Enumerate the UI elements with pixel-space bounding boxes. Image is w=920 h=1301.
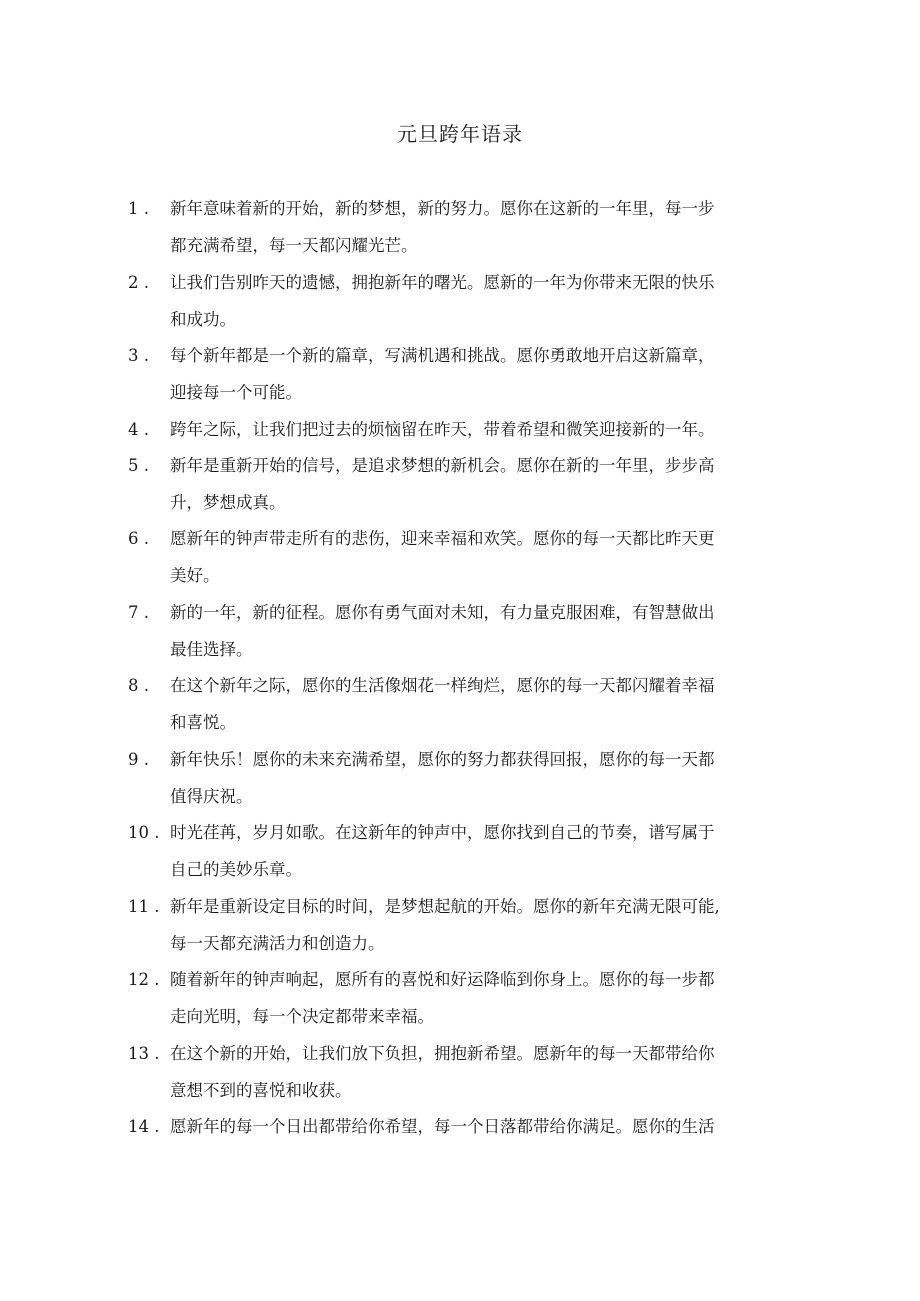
item-text-line: 新的一年，新的征程。愿你有勇气面对未知，有力量克服困难，有智慧做出 bbox=[170, 602, 715, 622]
item-text-line: 都充满希望，每一天都闪耀光芒。 bbox=[170, 236, 418, 255]
list-item bbox=[0, 338, 920, 412]
item-text-line: 意想不到的喜悦和收获。 bbox=[170, 1080, 352, 1100]
item-number: 1 . bbox=[128, 199, 149, 218]
item-number: 9 . bbox=[128, 749, 149, 769]
item-text-line: 让我们告别昨天的遗憾，拥抱新年的曙光。愿新的一年为你带来无限的快乐 bbox=[170, 272, 715, 292]
item-text-line: 愿新年的钟声带走所有的悲伤，迎来幸福和欢笑。愿你的每一天都比昨天更 bbox=[170, 529, 715, 548]
item-text-line: 和成功。 bbox=[170, 309, 236, 329]
item-number: 11 . bbox=[128, 896, 160, 916]
list-item bbox=[0, 265, 920, 339]
item-number: 7 . bbox=[128, 602, 149, 622]
item-text-line: 自己的美妙乐章。 bbox=[170, 860, 302, 879]
item-number: 3 . bbox=[128, 346, 149, 365]
document-title: 元旦跨年语录 bbox=[397, 122, 523, 146]
item-number: 14 . bbox=[128, 1117, 160, 1136]
item-text-line: 最佳选择。 bbox=[170, 639, 253, 659]
item-text-line: 美好。 bbox=[170, 566, 220, 585]
list-item bbox=[0, 1109, 920, 1145]
list-item bbox=[0, 815, 920, 889]
list-item bbox=[0, 889, 920, 963]
item-text-line: 新年意味着新的开始，新的梦想，新的努力。愿你在这新的一年里，每一步 bbox=[170, 199, 715, 218]
list-item bbox=[0, 448, 920, 522]
item-text-line: 每一天都充满活力和创造力。 bbox=[170, 933, 385, 953]
list-item bbox=[0, 742, 920, 816]
item-text-line: 时光荏苒，岁月如歌。在这新年的钟声中，愿你找到自己的节奏，谱写属于 bbox=[170, 823, 715, 842]
item-text-line: 升，梦想成真。 bbox=[170, 492, 286, 512]
item-number: 8 . bbox=[128, 676, 149, 695]
item-text-line: 在这个新年之际，愿你的生活像烟花一样绚烂，愿你的每一天都闪耀着幸福 bbox=[170, 676, 715, 695]
item-text-line: 新年是重新设定目标的时间，是梦想起航的开始。愿你的新年充满无限可能, bbox=[170, 896, 720, 916]
item-text-line: 新年快乐！愿你的未来充满希望，愿你的努力都获得回报，愿你的每一天都 bbox=[170, 749, 715, 769]
item-number: 6 . bbox=[128, 529, 149, 548]
item-text-line: 愿新年的每一个日出都带给你希望，每一个日落都带给你满足。愿你的生活 bbox=[170, 1117, 715, 1136]
item-number: 10 . bbox=[128, 823, 160, 842]
list-item bbox=[0, 412, 920, 448]
list-item bbox=[0, 521, 920, 595]
item-text-line: 和喜悦。 bbox=[170, 713, 236, 732]
item-number: 5 . bbox=[128, 455, 149, 475]
item-number: 2 . bbox=[128, 272, 149, 292]
item-number: 4 . bbox=[128, 419, 149, 439]
item-text-line: 走向光明，每一个决定都带来幸福。 bbox=[170, 1007, 434, 1026]
item-text-line: 在这个新的开始，让我们放下负担，拥抱新希望。愿新年的每一天都带给你 bbox=[170, 1043, 715, 1063]
item-text-line: 值得庆祝。 bbox=[170, 786, 253, 806]
item-number: 13 . bbox=[128, 1043, 160, 1063]
item-number: 12 . bbox=[128, 970, 160, 989]
list-item bbox=[0, 595, 920, 669]
item-text-line: 迎接每一个可能。 bbox=[170, 383, 302, 402]
item-text-line: 跨年之际，让我们把过去的烦恼留在昨天，带着希望和微笑迎接新的一年。 bbox=[170, 419, 715, 439]
list-item bbox=[0, 668, 920, 742]
quote-list bbox=[0, 191, 920, 1145]
list-item bbox=[0, 1036, 920, 1110]
list-item bbox=[0, 962, 920, 1036]
item-text-line: 每个新年都是一个新的篇章，写满机遇和挑战。愿你勇敢地开启这新篇章， bbox=[170, 346, 715, 365]
item-text-line: 随着新年的钟声响起，愿所有的喜悦和好运降临到你身上。愿你的每一步都 bbox=[170, 970, 715, 989]
item-text-line: 新年是重新开始的信号，是追求梦想的新机会。愿你在新的一年里，步步高 bbox=[170, 455, 715, 475]
list-item bbox=[0, 191, 920, 265]
